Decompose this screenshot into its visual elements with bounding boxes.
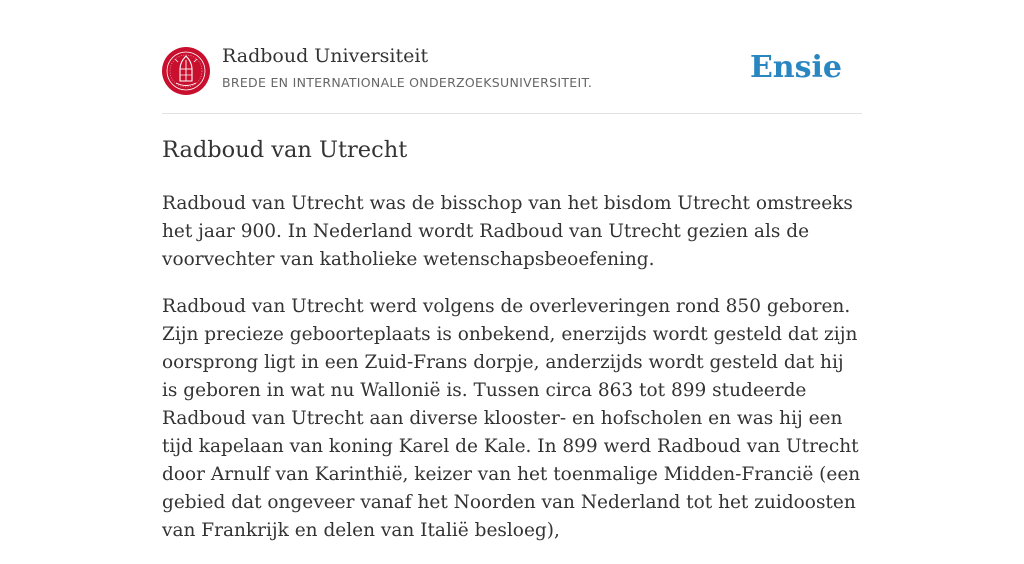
- article-paragraph: Radboud van Utrecht werd volgens de overleveringen rond 850 geboren. Zijn precieze geboorteplaats is onbekend, enerzijds wordt gesteld dat zijn oorsprong ligt in een Zuid-Frans dorpje, anderzijds wordt gesteld dat hij is geboren in wat nu Wallonië is. Tussen circa 863 tot 899 studeerde Radboud van Utrecht aan diverse klooster- en hofscholen en was hij een tijd kapelaan van koning Karel de Kale. In 899 werd Radboud van Utrecht door Arnulf van Karinthië, keizer van het toenmalige Midden-Francië (een gebied dat ongeveer vanaf het Noorden van Nederland tot het zuidoosten van Frankrijk en delen van Italië besloeg),: [162, 296, 861, 541]
- radboud-seal-icon: [162, 47, 210, 95]
- article-paragraph: Radboud van Utrecht was de bisschop van het bisdom Utrecht omstreeks het jaar 900. In Nederland wordt Radboud van Utrecht gezien als de voorvechter van katholieke wetenschapsbeoefening.: [162, 193, 853, 270]
- header-divider: [162, 113, 862, 114]
- article-body: [162, 190, 862, 564]
- org-name[interactable]: Radboud Universiteit: [222, 45, 429, 67]
- org-tagline: BREDE EN INTERNATIONALE ONDERZOEKSUNIVERSITEIT.: [222, 75, 593, 90]
- header: [162, 40, 862, 114]
- article-title: Radboud van Utrecht: [162, 137, 408, 163]
- brand-logo[interactable]: Ensie: [749, 50, 842, 85]
